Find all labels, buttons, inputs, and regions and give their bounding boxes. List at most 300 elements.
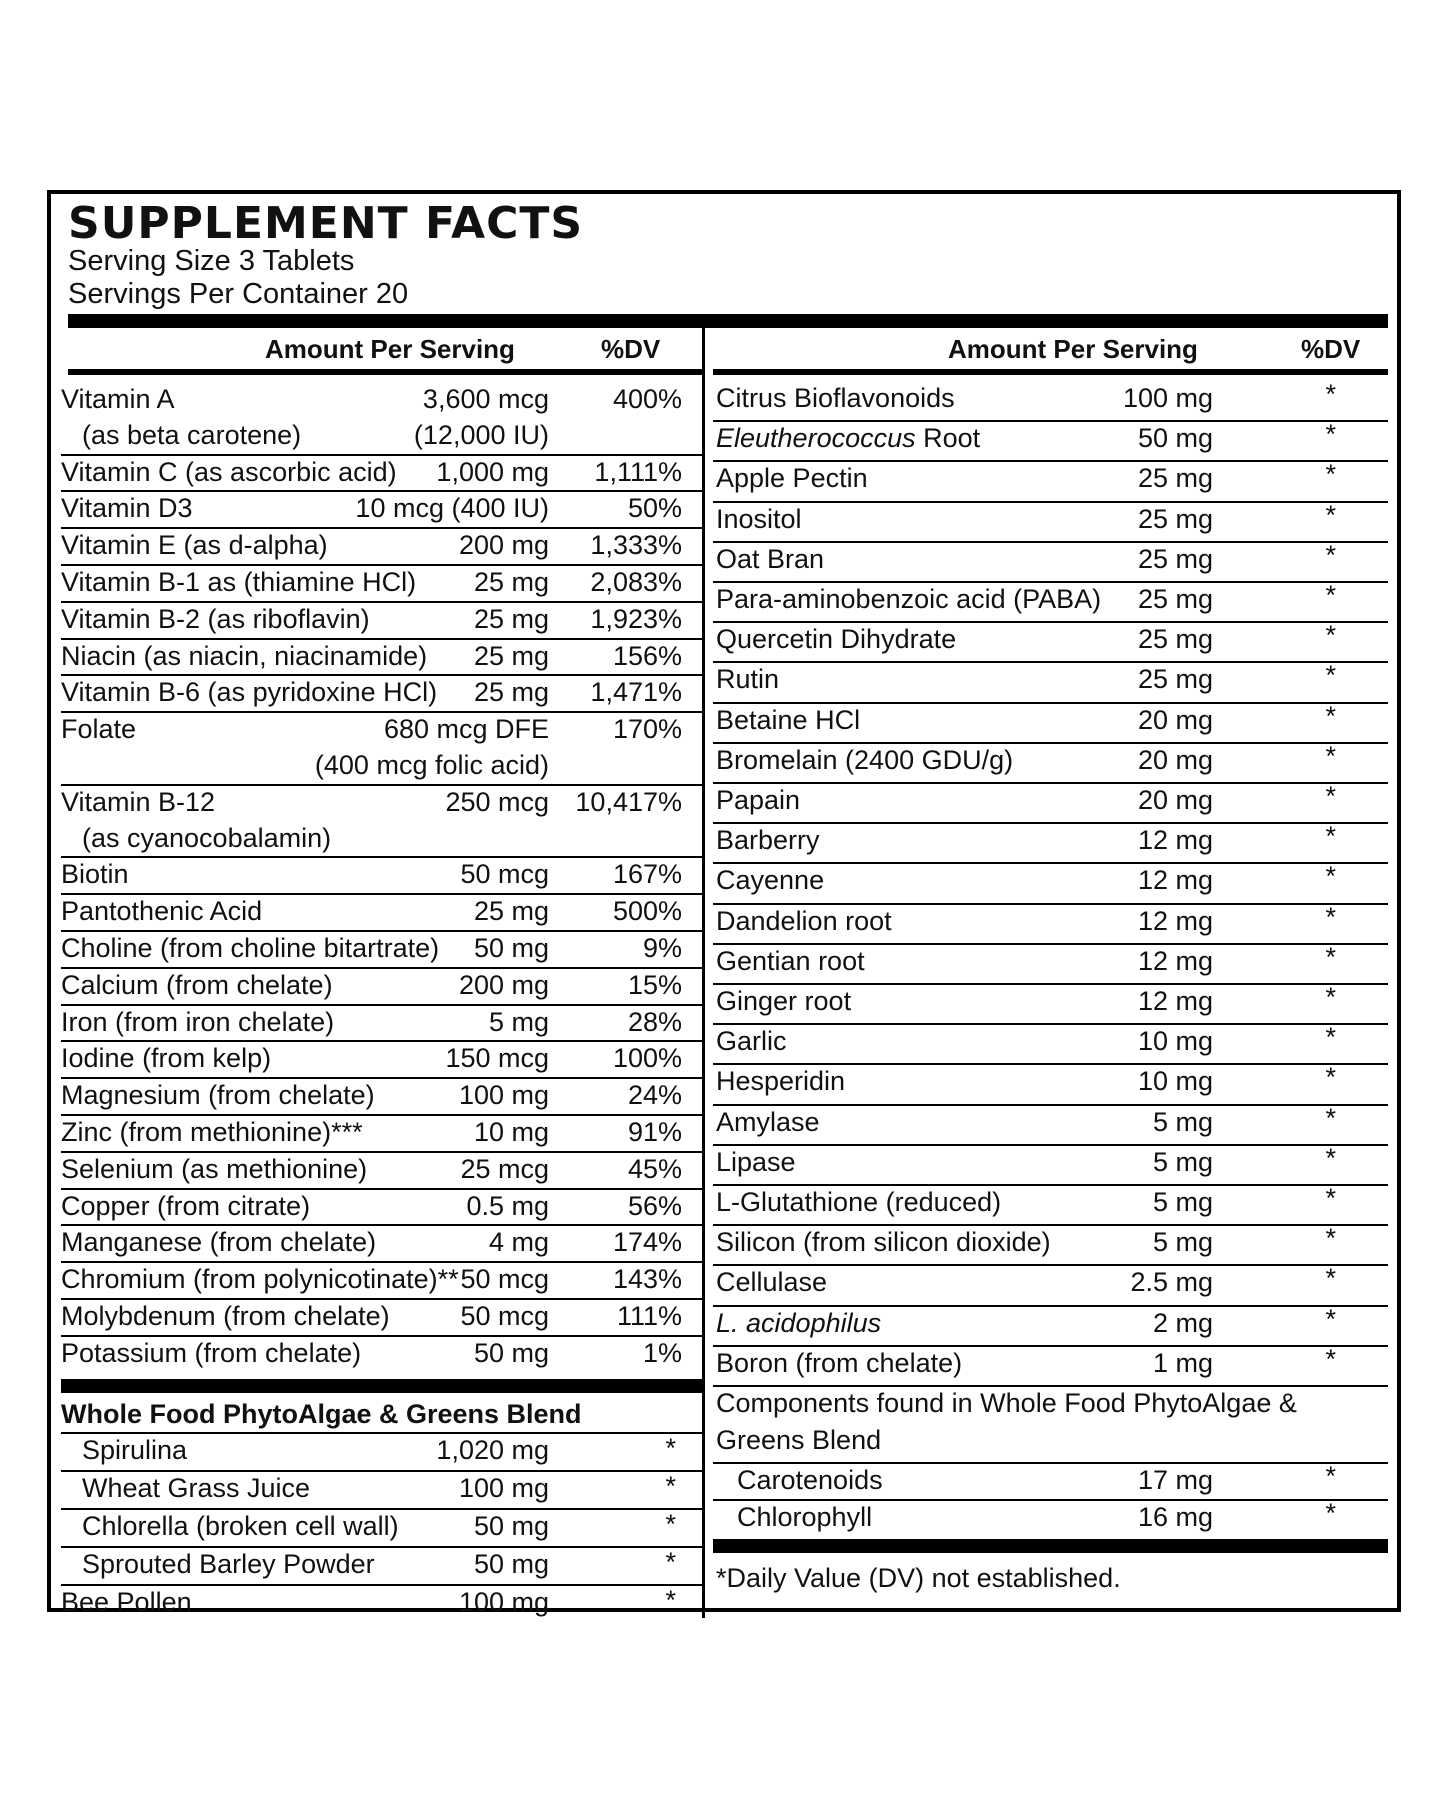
blend-ingredient-amount: 100 mg xyxy=(458,1473,549,1504)
nutrient-dv: 400% xyxy=(612,384,682,414)
ingredient-row xyxy=(705,459,1397,503)
row-divider xyxy=(713,782,1388,784)
nutrient-dv: 500% xyxy=(612,896,682,927)
ingredient-name xyxy=(716,1267,827,1298)
nutrient-row xyxy=(51,787,702,860)
blend-ingredient-name: Spirulina xyxy=(82,1435,188,1466)
nutrient-dv: 174% xyxy=(612,1227,682,1258)
nutrient-dv: 91% xyxy=(627,1117,682,1147)
ingredient-name-text: Papain xyxy=(716,785,801,815)
ingredient-name-text: Apple Pectin xyxy=(716,463,868,494)
row-divider xyxy=(61,1114,702,1116)
nutrient-dv: 100% xyxy=(612,1043,682,1074)
ingredient-name-suffix: Root xyxy=(915,423,981,454)
ingredient-dv: * xyxy=(1325,1183,1336,1213)
row-divider xyxy=(713,862,1388,864)
nutrient-name: Copper (from citrate) xyxy=(61,1190,311,1221)
nutrient-amount: 3,600 mcg xyxy=(422,384,549,414)
row-divider xyxy=(713,501,1388,503)
nutrient-amount: 50 mcg xyxy=(460,859,549,890)
ingredient-row xyxy=(705,1102,1397,1147)
row-divider xyxy=(61,1151,702,1153)
row-divider xyxy=(61,1224,702,1226)
serving-size: Serving Size 3 Tablets xyxy=(68,245,355,277)
nutrient-row xyxy=(51,1191,702,1228)
row-divider xyxy=(61,1432,702,1434)
ingredient-amount: 12 mg xyxy=(1137,825,1213,856)
row-divider xyxy=(713,983,1388,985)
row-divider xyxy=(61,1584,702,1586)
ingredient-name xyxy=(716,1147,796,1178)
ingredient-amount: 2 mg xyxy=(1152,1307,1213,1338)
nutrient-amount: 0.5 mg xyxy=(466,1190,549,1221)
ingredient-name-text: Dandelion root xyxy=(716,905,892,936)
nutrient-dv: 143% xyxy=(612,1264,682,1295)
nutrient-name: Pantothenic Acid xyxy=(61,896,263,927)
ingredient-name-text: Hesperidin xyxy=(716,1066,846,1097)
ingredient-dv: * xyxy=(1325,941,1336,972)
ingredient-dv: * xyxy=(1325,821,1336,852)
row-divider xyxy=(713,621,1388,623)
ingredient-name-text: Cayenne xyxy=(716,865,825,896)
nutrient-name: Manganese (from chelate) xyxy=(61,1227,377,1258)
row-divider xyxy=(713,1224,1388,1226)
nutrient-dv: 28% xyxy=(627,1006,682,1037)
ingredient-name xyxy=(716,1187,1001,1218)
row-divider xyxy=(61,1298,702,1300)
row-divider xyxy=(713,702,1388,704)
ingredient-name-text: Lipase xyxy=(716,1146,796,1177)
blend-divider xyxy=(61,1379,702,1393)
supplement-facts-panel xyxy=(47,190,1401,1618)
nutrient-amount: 1,000 mg xyxy=(436,456,549,487)
ingredient-dv: * xyxy=(1325,419,1336,450)
row-divider xyxy=(61,1508,702,1510)
nutrient-name: Selenium (as methionine) xyxy=(61,1153,368,1184)
ingredient-dv: * xyxy=(1325,1142,1336,1173)
nutrient-dv: 170% xyxy=(612,714,682,745)
nutrient-row xyxy=(51,896,702,933)
nutrient-amount: 680 mcg DFE xyxy=(383,714,549,745)
ingredient-name xyxy=(716,664,779,695)
nutrient-row xyxy=(51,641,702,678)
footnote: *Daily Value (DV) not established. xyxy=(716,1563,1121,1593)
nutrient-row xyxy=(51,493,702,530)
nutrient-amount: 5 mg xyxy=(488,1006,549,1037)
nutrient-row xyxy=(51,970,702,1007)
ingredient-row xyxy=(705,1303,1397,1348)
ingredient-name xyxy=(716,825,820,856)
nutrient-dv: 45% xyxy=(627,1153,682,1184)
ingredient-row xyxy=(705,1062,1397,1106)
row-divider xyxy=(713,420,1388,422)
nutrient-row xyxy=(51,1227,702,1264)
ingredient-name-text: Inositol xyxy=(716,503,802,534)
ingredient-name xyxy=(716,705,860,736)
component-dv: * xyxy=(1325,1461,1336,1491)
nutrient-row xyxy=(51,677,702,714)
left-amount-header: Amount Per Serving xyxy=(265,334,515,364)
ingredient-dv: * xyxy=(1325,740,1336,771)
component-amount: 17 mg xyxy=(1137,1465,1213,1495)
ingredient-row xyxy=(705,499,1397,544)
nutrient-row xyxy=(51,1264,702,1301)
ingredient-name-text: Ginger root xyxy=(716,986,852,1016)
ingredient-name-text: Oat Bran xyxy=(716,543,825,574)
ingredient-row xyxy=(705,660,1397,704)
ingredient-row xyxy=(705,1223,1397,1267)
nutrient-row xyxy=(51,1080,702,1117)
blend-ingredient-amount: 50 mg xyxy=(473,1549,549,1580)
blend-ingredient-dv: * xyxy=(665,1509,676,1540)
row-divider xyxy=(713,1462,1388,1464)
ingredient-row xyxy=(705,982,1397,1026)
nutrient-amount: 25 mg xyxy=(473,677,549,708)
nutrient-row xyxy=(51,933,702,970)
nutrient-name: Magnesium (from chelate) xyxy=(61,1080,375,1111)
ingredient-amount: 10 mg xyxy=(1137,1066,1213,1097)
row-divider xyxy=(61,711,702,713)
row-divider xyxy=(713,1385,1388,1387)
nutrient-row xyxy=(51,859,702,896)
ingredient-dv: * xyxy=(1325,861,1336,892)
row-divider xyxy=(713,1104,1388,1106)
row-divider xyxy=(61,1470,702,1472)
nutrient-dv: 111% xyxy=(616,1301,682,1331)
nutrient-name: Iodine (from kelp) xyxy=(61,1043,272,1074)
row-divider xyxy=(713,1345,1388,1347)
ingredient-row xyxy=(705,1183,1397,1227)
nutrient-row xyxy=(51,384,702,457)
header-divider xyxy=(68,314,1388,328)
ingredient-name xyxy=(716,463,868,494)
nutrient-name: Vitamin B-12 xyxy=(61,786,216,817)
right-amount-header: Amount Per Serving xyxy=(948,334,1198,364)
row-divider xyxy=(713,541,1388,543)
nutrient-name: Choline (from choline bitartrate) xyxy=(61,933,440,963)
ingredient-name xyxy=(716,1348,962,1379)
ingredient-row xyxy=(705,379,1397,423)
nutrient-row xyxy=(51,1117,702,1154)
blend-ingredient-name: Bee Pollen xyxy=(61,1587,192,1618)
ingredient-name xyxy=(716,1107,820,1138)
nutrient-name: Zinc (from methionine)*** xyxy=(61,1117,363,1147)
ingredient-name-text: L-Glutathione (reduced) xyxy=(716,1187,1002,1217)
nutrient-dv: 167% xyxy=(612,859,682,890)
nutrient-dv: 56% xyxy=(627,1190,682,1221)
nutrient-amount: 25 mcg xyxy=(460,1153,549,1184)
ingredient-row xyxy=(705,620,1397,664)
ingredient-row xyxy=(705,700,1397,745)
ingredient-dv: * xyxy=(1325,1303,1336,1334)
nutrient-name: Molybdenum (from chelate) xyxy=(61,1301,390,1331)
ingredient-amount: 12 mg xyxy=(1137,865,1213,896)
ingredient-dv: * xyxy=(1325,781,1336,811)
nutrient-name: Vitamin E (as d-alpha) xyxy=(61,530,328,561)
component-row xyxy=(705,1498,1397,1539)
nutrient-row xyxy=(51,1043,702,1080)
blend-row xyxy=(51,1435,702,1473)
row-divider xyxy=(61,1546,702,1548)
ingredient-dv: * xyxy=(1325,1022,1336,1053)
blend-ingredient-dv: * xyxy=(665,1471,676,1502)
nutrient-amount-alt: (400 mcg folic acid) xyxy=(314,749,549,780)
nutrient-name: Vitamin B-2 (as riboflavin) xyxy=(61,603,370,634)
row-divider xyxy=(713,1063,1388,1065)
nutrient-dv: 50% xyxy=(627,493,682,524)
ingredient-amount: 12 mg xyxy=(1137,945,1213,976)
ingredient-amount: 25 mg xyxy=(1137,624,1213,655)
ingredient-dv: * xyxy=(1325,1223,1336,1254)
nutrient-row xyxy=(51,1007,702,1044)
nutrient-dv: 156% xyxy=(612,640,682,671)
ingredient-amount: 25 mg xyxy=(1137,463,1213,494)
nutrient-dv: 1,333% xyxy=(590,530,682,561)
row-divider xyxy=(713,581,1388,583)
nutrient-amount: 4 mg xyxy=(488,1227,549,1258)
ingredient-name xyxy=(716,785,800,816)
ingredient-name-text: Para-aminobenzoic acid (PABA) xyxy=(716,584,1102,614)
component-amount: 16 mg xyxy=(1137,1502,1213,1532)
row-divider xyxy=(61,490,702,492)
ingredient-name-text: Boron (from chelate) xyxy=(716,1347,963,1378)
components-heading-line2: Greens Blend xyxy=(716,1425,882,1455)
ingredient-amount: 10 mg xyxy=(1137,1026,1213,1057)
nutrient-amount: 25 mg xyxy=(473,567,549,597)
nutrient-name: Vitamin A xyxy=(61,384,175,414)
nutrient-amount: 250 mcg xyxy=(445,786,549,817)
ingredient-row xyxy=(705,1343,1397,1388)
nutrient-source: (as beta carotene) xyxy=(82,419,302,450)
ingredient-dv: * xyxy=(1325,620,1336,651)
ingredient-name xyxy=(716,986,851,1017)
row-divider xyxy=(61,454,702,456)
ingredient-name xyxy=(716,1066,845,1097)
ingredient-name-text: Citrus Bioflavonoids xyxy=(716,383,955,413)
row-divider xyxy=(61,967,702,969)
ingredient-row xyxy=(705,861,1397,905)
ingredient-dv: * xyxy=(1325,901,1336,932)
row-divider xyxy=(713,1023,1388,1025)
ingredient-name-text: Barberry xyxy=(716,825,820,856)
nutrient-amount: 25 mg xyxy=(473,640,549,671)
ingredient-row xyxy=(705,941,1397,986)
ingredient-amount: 5 mg xyxy=(1152,1106,1213,1137)
ingredient-amount: 20 mg xyxy=(1137,704,1213,735)
blend-ingredient-amount: 50 mg xyxy=(473,1511,549,1542)
blend-ingredient-amount: 1,020 mg xyxy=(436,1435,549,1466)
ingredient-name xyxy=(716,504,802,535)
nutrient-amount: 150 mcg xyxy=(445,1043,549,1074)
ingredient-name xyxy=(716,1308,881,1339)
row-divider xyxy=(61,601,702,603)
nutrient-row xyxy=(51,567,702,604)
row-divider xyxy=(61,674,702,676)
row-divider xyxy=(713,822,1388,824)
ingredient-dv: * xyxy=(1325,1343,1336,1374)
nutrient-name: Chromium (from polynicotinate)** xyxy=(61,1264,459,1295)
ingredient-row xyxy=(705,821,1397,865)
nutrient-amount: 25 mg xyxy=(473,896,549,927)
ingredient-amount: 100 mg xyxy=(1122,383,1213,413)
right-dv-header: %DV xyxy=(1301,334,1361,364)
row-divider xyxy=(61,527,702,529)
row-divider xyxy=(61,893,702,895)
nutrient-row xyxy=(51,604,702,641)
row-divider xyxy=(61,1188,702,1190)
ingredient-name xyxy=(716,624,956,655)
ingredient-amount: 20 mg xyxy=(1137,744,1213,775)
row-divider xyxy=(61,1261,702,1263)
right-header-rule xyxy=(713,369,1388,375)
row-divider xyxy=(713,1144,1388,1146)
blend-ingredient-amount: 100 mg xyxy=(458,1587,549,1618)
nutrient-dv: 1,111% xyxy=(594,456,682,487)
nutrient-name: Vitamin D3 xyxy=(61,493,193,524)
ingredient-dv: * xyxy=(1325,1263,1336,1294)
ingredient-name xyxy=(716,906,892,937)
nutrient-row xyxy=(51,457,702,494)
nutrient-amount-alt: (12,000 IU) xyxy=(413,419,549,450)
ingredient-name-text: Cellulase xyxy=(716,1267,828,1298)
components-heading-line1: Components found in Whole Food PhytoAlgae & xyxy=(716,1388,1297,1418)
nutrient-name: Vitamin B-6 (as pyridoxine HCl) xyxy=(61,677,438,708)
blend-ingredient-name: Sprouted Barley Powder xyxy=(82,1549,375,1580)
row-divider xyxy=(713,1305,1388,1307)
ingredient-row xyxy=(705,1263,1397,1307)
ingredient-row xyxy=(705,539,1397,584)
row-divider xyxy=(61,1335,702,1337)
nutrient-dv: 1,471% xyxy=(590,677,682,708)
ingredient-row xyxy=(705,1022,1397,1066)
row-divider xyxy=(61,784,702,786)
ingredient-name xyxy=(716,544,824,575)
ingredient-amount: 5 mg xyxy=(1152,1146,1213,1177)
nutrient-row xyxy=(51,714,702,787)
components-end-bar xyxy=(713,1539,1388,1553)
row-divider xyxy=(713,460,1388,462)
nutrient-amount: 50 mcg xyxy=(460,1301,549,1331)
nutrient-dv: 1% xyxy=(642,1337,682,1368)
ingredient-name-text: Betaine HCl xyxy=(716,704,861,735)
ingredient-amount: 5 mg xyxy=(1152,1227,1213,1258)
ingredient-dv: * xyxy=(1325,459,1336,490)
ingredient-amount: 25 mg xyxy=(1137,584,1213,614)
nutrient-name: Potassium (from chelate) xyxy=(61,1337,362,1368)
ingredient-amount: 12 mg xyxy=(1137,905,1213,936)
ingredient-name xyxy=(716,946,865,977)
nutrient-dv: 2,083% xyxy=(590,567,682,597)
row-divider xyxy=(713,1499,1388,1501)
ingredient-dv: * xyxy=(1325,1102,1336,1133)
nutrient-dv: 15% xyxy=(627,969,682,1000)
panel-title: SUPPLEMENT FACTS xyxy=(68,198,584,249)
nutrient-amount: 50 mg xyxy=(473,1337,549,1368)
ingredient-name-text: Gentian root xyxy=(716,945,865,976)
row-divider xyxy=(713,943,1388,945)
nutrient-name: Vitamin C (as ascorbic acid) xyxy=(61,456,397,487)
row-divider xyxy=(713,903,1388,905)
nutrient-name: Biotin xyxy=(61,859,129,890)
nutrient-name: Calcium (from chelate) xyxy=(61,969,333,1000)
ingredient-row xyxy=(705,740,1397,785)
nutrient-amount: 50 mcg xyxy=(460,1264,549,1295)
ingredient-dv: * xyxy=(1325,379,1336,409)
ingredient-name-text: Eleutherococcus xyxy=(716,423,916,454)
ingredient-amount: 50 mg xyxy=(1137,423,1213,454)
ingredient-amount: 1 mg xyxy=(1152,1347,1213,1378)
component-row xyxy=(705,1461,1397,1502)
ingredient-dv: * xyxy=(1325,580,1336,610)
nutrient-name: Iron (from iron chelate) xyxy=(61,1006,335,1037)
row-divider xyxy=(713,1184,1388,1186)
ingredient-row xyxy=(705,781,1397,825)
ingredient-dv: * xyxy=(1325,1062,1336,1093)
ingredient-amount: 25 mg xyxy=(1137,543,1213,574)
blend-ingredient-dv: * xyxy=(665,1433,676,1464)
ingredient-amount: 20 mg xyxy=(1137,785,1213,815)
blend-ingredient-dv: * xyxy=(665,1585,676,1616)
nutrient-amount: 25 mg xyxy=(473,603,549,634)
ingredient-dv: * xyxy=(1325,660,1336,691)
ingredient-name-text: L. acidophilus xyxy=(716,1307,882,1338)
ingredient-name-text: Amylase xyxy=(716,1106,820,1137)
nutrient-source: (as cyanocobalamin) xyxy=(82,822,332,853)
blend-ingredient-dv: * xyxy=(665,1547,676,1578)
nutrient-amount: 10 mcg (400 IU) xyxy=(355,493,549,524)
ingredient-name-text: Silicon (from silicon dioxide) xyxy=(716,1227,1051,1258)
ingredient-amount: 25 mg xyxy=(1137,503,1213,534)
ingredient-name-text: Garlic xyxy=(716,1026,787,1057)
servings-per-container: Servings Per Container 20 xyxy=(68,278,409,310)
ingredient-name xyxy=(716,1026,787,1057)
row-divider xyxy=(61,856,702,858)
ingredient-dv: * xyxy=(1325,499,1336,530)
nutrient-row xyxy=(51,1338,702,1375)
ingredient-name xyxy=(716,745,1013,776)
ingredient-name xyxy=(716,383,955,414)
nutrient-dv: 10,417% xyxy=(575,786,682,817)
left-dv-header: %DV xyxy=(601,334,661,364)
ingredient-name-text: Bromelain (2400 GDU/g) xyxy=(716,744,1014,775)
ingredient-amount: 25 mg xyxy=(1137,664,1213,695)
row-divider xyxy=(61,564,702,566)
nutrient-name: Niacin (as niacin, niacinamide) xyxy=(61,640,428,671)
row-divider xyxy=(61,1004,702,1006)
ingredient-dv: * xyxy=(1325,539,1336,570)
blend-ingredient-name: Wheat Grass Juice xyxy=(82,1473,311,1504)
nutrient-row xyxy=(51,1301,702,1338)
ingredient-dv: * xyxy=(1325,700,1336,731)
component-name: Chlorophyll xyxy=(737,1502,873,1532)
component-name: Carotenoids xyxy=(737,1465,883,1495)
ingredient-name xyxy=(716,584,1101,615)
row-divider xyxy=(61,1077,702,1079)
blend-title: Whole Food PhytoAlgae & Greens Blend xyxy=(61,1398,582,1429)
ingredient-row xyxy=(705,1142,1397,1187)
blend-row xyxy=(51,1587,702,1625)
nutrient-amount: 200 mg xyxy=(458,969,549,1000)
nutrient-dv: 24% xyxy=(627,1080,682,1111)
ingredient-name xyxy=(716,423,980,454)
nutrient-amount: 100 mg xyxy=(458,1080,549,1111)
ingredient-row xyxy=(705,419,1397,463)
row-divider xyxy=(713,1264,1388,1266)
row-divider xyxy=(713,742,1388,744)
ingredient-name xyxy=(716,1227,1051,1258)
row-divider xyxy=(61,1040,702,1042)
component-dv: * xyxy=(1325,1498,1336,1528)
